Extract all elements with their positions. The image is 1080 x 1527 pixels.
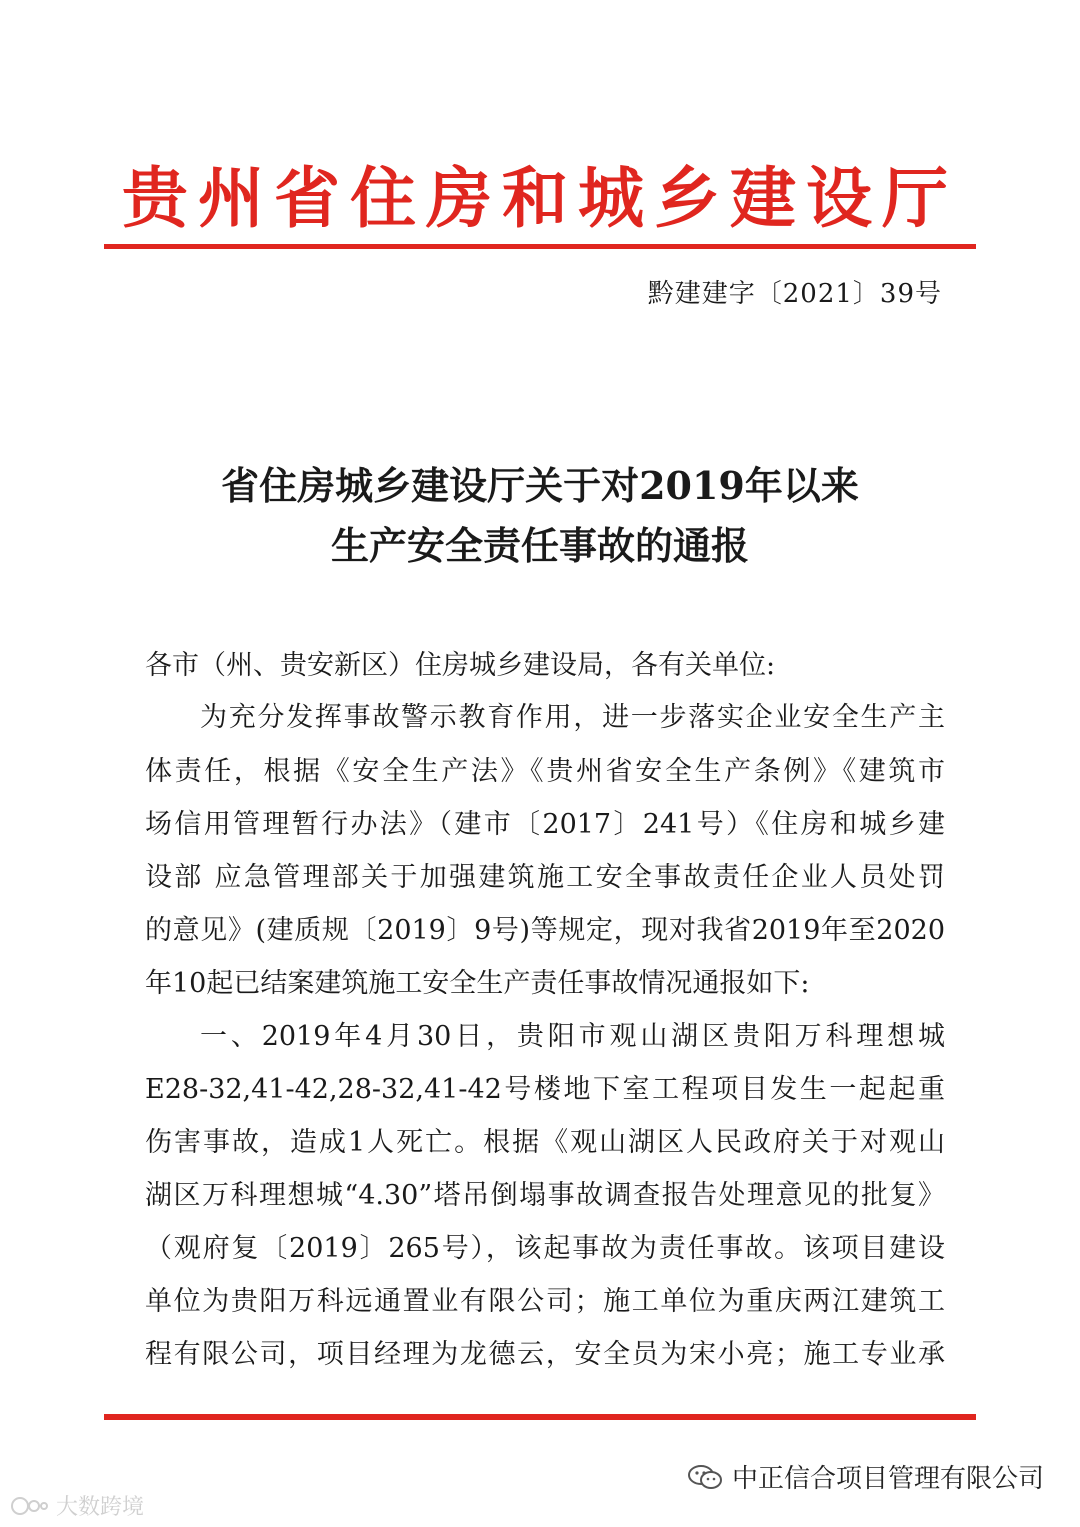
body-line: E28-32,41-42,28-32,41-42号楼地下室工程项目发生一起起重 [145, 1074, 945, 1105]
body-line: 单位为贵阳万科远通置业有限公司；施工单位为重庆两江建筑工 [145, 1286, 945, 1317]
notice-title-line-2: 生产安全责任事故的通报 [330, 523, 749, 568]
body-line: 程有限公司，项目经理为龙德云，安全员为宋小亮；施工专业承 [145, 1339, 945, 1370]
body-line: 年10起已结案建筑施工安全生产责任事故情况通报如下: [145, 968, 810, 999]
body-line: 一、2019年4月30日，贵阳市观山湖区贵阳万科理想城 [200, 1021, 945, 1052]
body-line: （观府复〔2019〕265号），该起事故为责任事故。该项目建设 [145, 1233, 945, 1264]
body-line: 为充分发挥事故警示教育作用，进一步落实企业安全生产主 [200, 702, 945, 733]
body-line: 场信用管理暂行办法》（建市〔2017〕241号）《住房和城乡建 [145, 809, 945, 840]
corner-watermark-text: 大数跨境 [56, 1495, 145, 1520]
body-line: 的意见》(建质规〔2019〕9号)等规定，现对我省2019年至2020 [145, 915, 945, 946]
wechat-icon [688, 1464, 722, 1490]
body-line: 体责任，根据《安全生产法》《贵州省安全生产条例》《建筑市 [145, 756, 945, 787]
issuer-title: 贵州省住房和城乡建设厅 [122, 159, 958, 237]
salutation: 各市（州、贵安新区）住房城乡建设局，各有关单位: [145, 650, 776, 681]
body-line: 湖区万科理想城“4.30”塔吊倒塌事故调查报告处理意见的批复》 [145, 1180, 945, 1211]
corner-watermark [10, 1490, 144, 1521]
body-line: 伤害事故，造成1人死亡。根据《观山湖区人民政府关于对观山 [145, 1127, 945, 1158]
footer-red-rule [104, 1414, 976, 1420]
document-number: 黔建建字〔2021〕39号 [647, 279, 942, 309]
body-line: 设部 应急管理部关于加强建筑施工安全事故责任企业人员处罚 [145, 862, 945, 893]
logo-icon [10, 1495, 50, 1517]
notice-title-line-1: 省住房城乡建设厅关于对2019年以来 [221, 463, 859, 508]
watermark-text: 中正信合项目管理有限公司 [731, 1464, 1044, 1494]
header-red-rule [104, 244, 976, 249]
account-watermark [688, 1458, 1044, 1495]
